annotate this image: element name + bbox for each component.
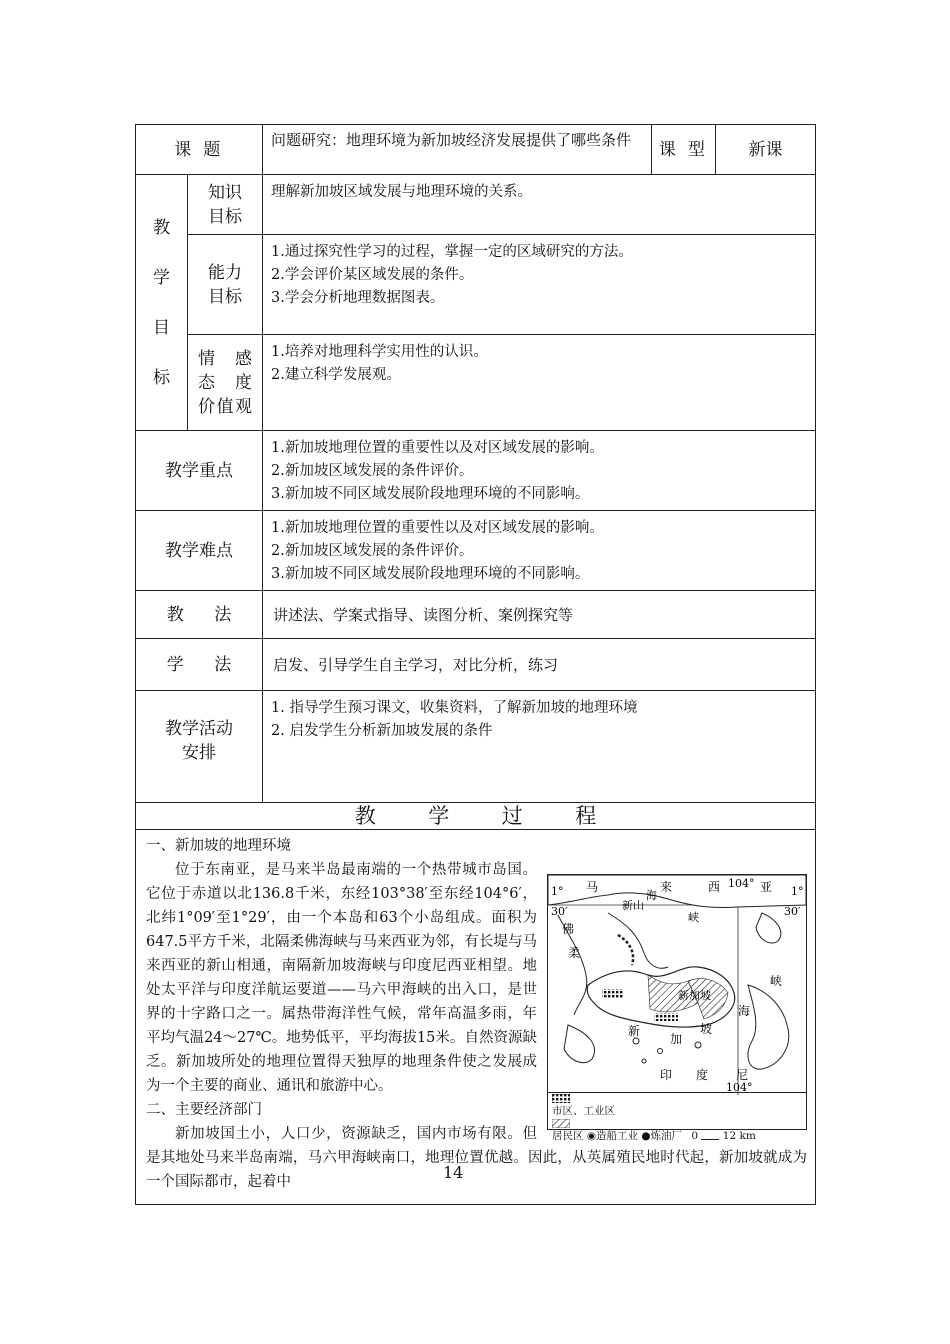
- industrial-zone-west: [602, 989, 624, 999]
- section2-title: 二、主要经济部门: [146, 1102, 262, 1118]
- lon-label-top: 104°: [728, 877, 755, 890]
- activities-label: 教学活动 安排: [136, 691, 263, 803]
- refinery-icon: ●: [641, 1130, 651, 1142]
- strait-shore: [608, 913, 668, 968]
- svg-text:来: 来: [660, 880, 673, 894]
- teaching-method-label: 教法: [136, 591, 263, 639]
- scale-bar: [701, 1133, 719, 1140]
- svg-text:柔: 柔: [568, 946, 581, 960]
- svg-text:佛: 佛: [562, 922, 575, 936]
- svg-text:尼: 尼: [736, 1068, 749, 1082]
- learning-method-label: 学法: [136, 639, 263, 691]
- island-ne: [756, 913, 781, 943]
- process-title: 教学过程: [136, 803, 816, 830]
- key-points-label: 教学重点: [136, 431, 263, 511]
- svg-text:亚: 亚: [760, 880, 773, 894]
- svg-text:新山: 新山: [622, 899, 645, 912]
- islet: [633, 1038, 639, 1044]
- type-label: 课 型: [652, 125, 716, 175]
- svg-text:度: 度: [696, 1068, 709, 1082]
- svg-text:印: 印: [660, 1068, 673, 1082]
- ability-content: 1.通过探究性学习的过程，掌握一定的区域研究的方法。 2.学会评价某区域发展的条件。 3.学会分析地理数据图表。: [263, 235, 816, 335]
- page-number: 14: [443, 1163, 464, 1182]
- ability-label: 能力 目标: [188, 235, 263, 335]
- svg-text:新: 新: [628, 1024, 641, 1038]
- lesson-plan-table: [135, 124, 816, 1205]
- key-points-content: 1.新加坡地理位置的重要性以及对区域发展的影响。 2.新加坡区域发展的条件评价。 3.新加坡不同区域发展阶段地理环境的不同影响。: [263, 431, 816, 511]
- objectives-label: 教 学 目 标: [136, 175, 188, 431]
- attitude-label: 情 感 态 度 价值观: [188, 335, 263, 431]
- causeway: [618, 935, 633, 965]
- section1-text: 位于东南亚，是马来半岛最南端的一个热带城市岛国。它位于赤道以北136.8千米，东经103°38′至东经104°6′，北纬1°09′至1°29′，由一个本岛和63个小岛组成。面积为647.5平方千米，北隔柔佛海峡与马来西亚为邻，有长堤与马来西亚的新山相通，南隔新加坡海峡与印度尼西亚相望。地处太平洋与印度洋航运要道——马六甲海峡的出入口，是世界的十字路口之一。属热带海洋性气候，常年高温多雨，年平均气温24～27℃。地势低平，平均海拔15米。自然资源缺乏。新加坡所处的地理位置得天独厚的地理条件使之发展成为一个主要的商业、通讯和旅游中心。: [146, 862, 538, 1094]
- map-drawing: [548, 875, 806, 1095]
- svg-text:峡: 峡: [770, 974, 783, 988]
- section2-text: 新加坡国土小，人口少，资源缺乏，国内市场有限。但是其地处马来半岛南端，马六甲海峡南口，地理位置优越。因此，从英属殖民地时代起，新加坡就成为一个国际都市，起着中: [146, 1126, 808, 1190]
- islet: [695, 1042, 701, 1048]
- topic-label: 课 题: [136, 125, 263, 175]
- svg-text:坡: 坡: [700, 1022, 713, 1036]
- difficulties-label: 教学难点: [136, 511, 263, 591]
- section1-title: 一、新加坡的地理环境: [146, 838, 291, 854]
- attitude-content: 1.培养对地理科学实用性的认识。 2.建立科学发展观。: [263, 335, 816, 431]
- knowledge-label: 知识 目标: [188, 175, 263, 235]
- svg-text:西: 西: [708, 880, 721, 894]
- svg-text:海: 海: [738, 1004, 751, 1018]
- shipbuilding-icon: ◉: [586, 1130, 597, 1142]
- process-body: [136, 830, 816, 1205]
- difficulties-content: 1.新加坡地理位置的重要性以及对区域发展的影响。 2.新加坡区域发展的条件评价。 3.新加坡不同区域发展阶段地理环境的不同影响。: [263, 511, 816, 591]
- islet: [642, 1059, 646, 1063]
- knowledge-content: 理解新加坡区域发展与地理环境的关系。: [263, 175, 816, 235]
- island-east: [748, 985, 789, 1069]
- svg-text:新加坡: 新加坡: [678, 989, 712, 1002]
- island-sw: [564, 1025, 595, 1063]
- activities-content: 1. 指导学生预习课文，收集资料，了解新加坡的地理环境 2. 启发学生分析新加坡发展的条件: [263, 691, 816, 803]
- islet: [658, 1049, 663, 1054]
- singapore-map: [547, 874, 807, 1142]
- teaching-method-value: 讲述法、学案式指导、读图分析、案例探究等: [263, 591, 816, 639]
- type-value: 新课: [716, 125, 816, 175]
- min-label-right: 30′: [784, 905, 801, 918]
- map-legend: 市区、工业区 居民区 ◉造船工业 ●炼油厂 0 12 km: [548, 1092, 806, 1129]
- topic-value: 问题研究：地理环境为新加坡经济发展提供了哪些条件: [263, 125, 652, 175]
- industrial-zone-south: [654, 1013, 678, 1021]
- lat-label-left: 1°: [551, 885, 564, 898]
- learning-method-value: 启发、引导学生自主学习，对比分析，练习: [263, 639, 816, 691]
- svg-text:马: 马: [586, 880, 599, 894]
- svg-text:海: 海: [646, 889, 658, 902]
- svg-text:加: 加: [670, 1032, 683, 1046]
- svg-text:峡: 峡: [688, 911, 700, 924]
- lat-label-right: 1°: [791, 885, 804, 898]
- min-label-left: 30′: [551, 905, 568, 918]
- lon-label-bottom: 104°: [726, 1081, 753, 1094]
